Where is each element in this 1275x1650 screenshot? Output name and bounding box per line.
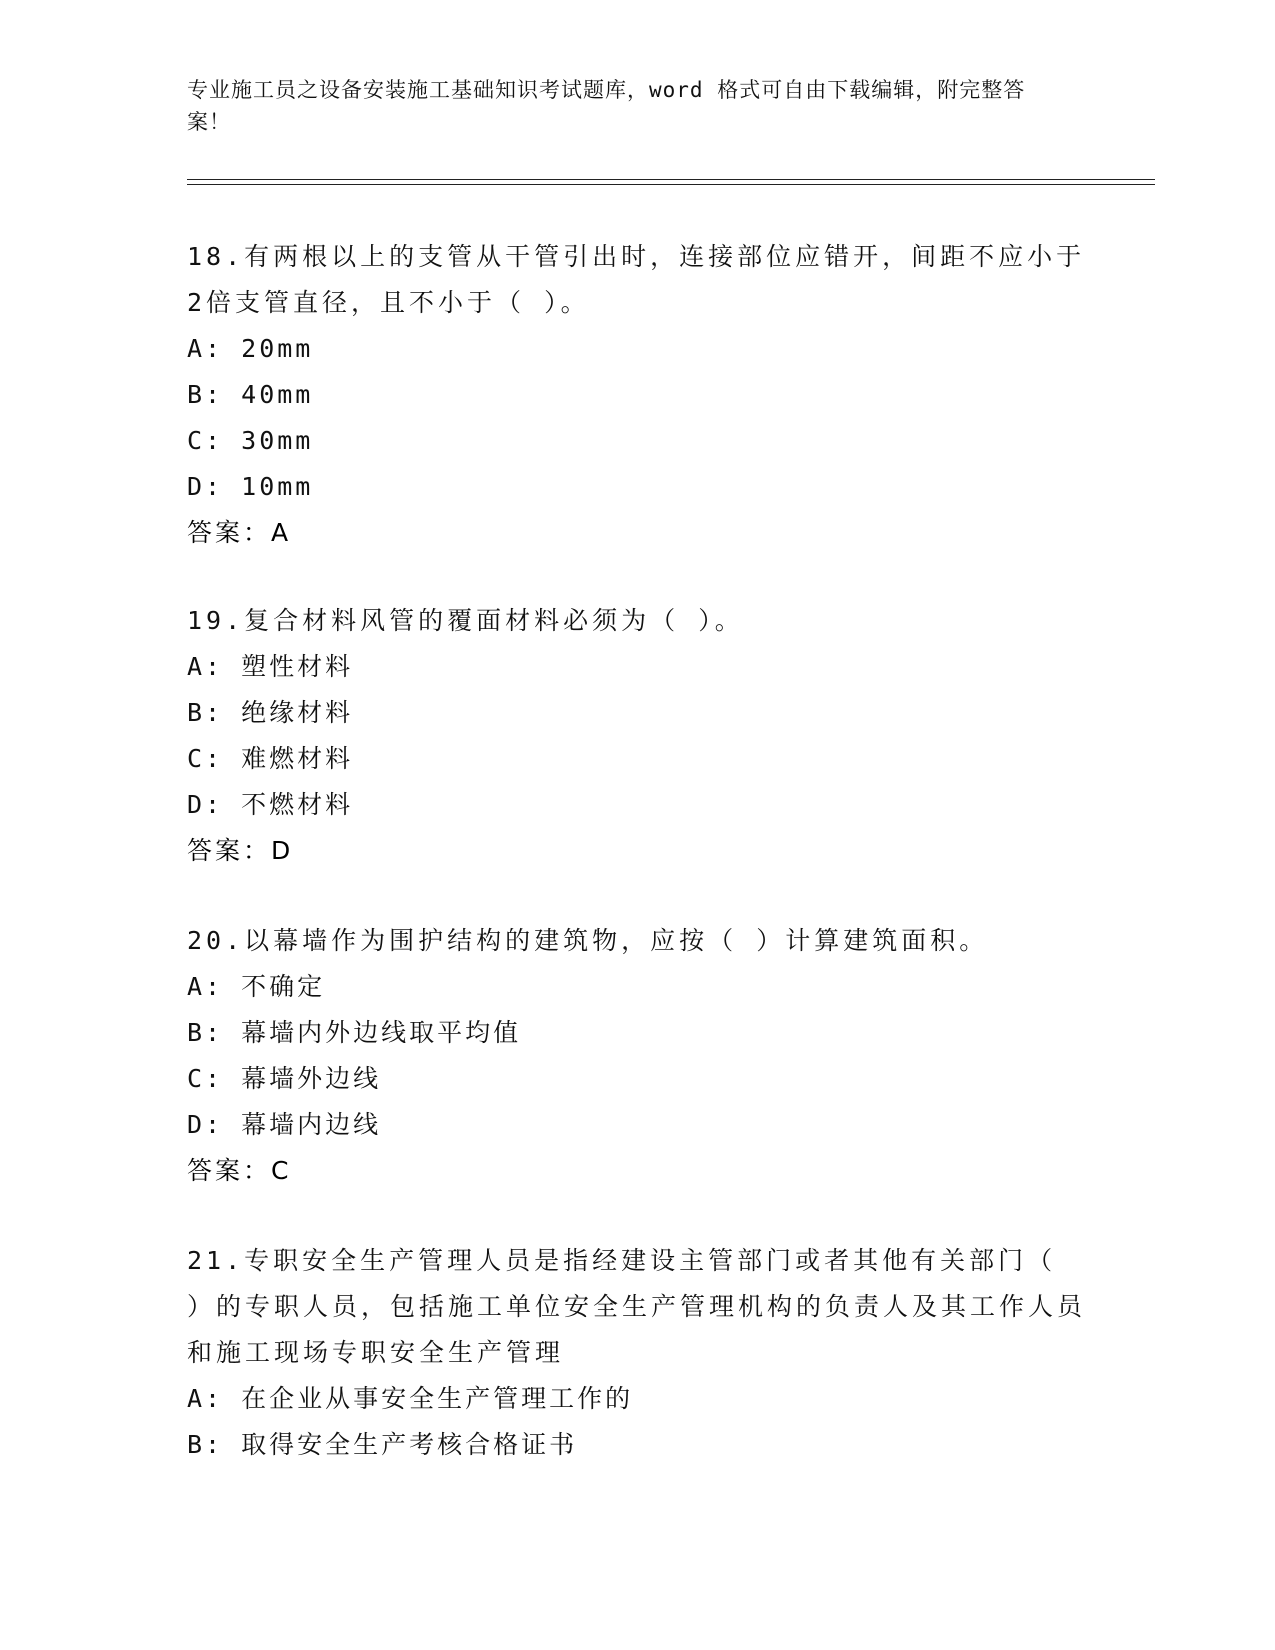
answer-value: C	[271, 1156, 292, 1185]
answer-value: A	[271, 518, 292, 547]
question-21	[187, 1238, 1087, 1468]
question-stem: 21.专职安全生产管理人员是指经建设主管部门或者其他有关部门（ ）的专职人员，包括施工单位安全生产管理机构的负责人及其工作人员和施工现场专职安全生产管理	[187, 1246, 1087, 1367]
option-a: A: 在企业从事安全生产管理工作的	[187, 1384, 634, 1413]
question-stem: 20.以幕墙作为围护结构的建筑物，应按（ ）计算建筑面积。	[187, 926, 989, 955]
answer-label: 答案：	[187, 518, 272, 547]
option-a: A: 20mm	[187, 334, 314, 363]
option-d: D: 幕墙内边线	[187, 1110, 382, 1139]
question-19	[187, 598, 1087, 874]
header-divider-top	[187, 179, 1155, 180]
question-stem: 18.有两根以上的支管从干管引出时，连接部位应错开，间距不应小于2倍支管直径，且不小于（ ）。	[187, 242, 1086, 317]
option-a: A: 不确定	[187, 972, 326, 1001]
document-header: 专业施工员之设备安装施工基础知识考试题库，word 格式可自由下载编辑，附完整答案！	[187, 78, 1026, 134]
option-c: C: 幕墙外边线	[187, 1064, 382, 1093]
answer-label: 答案：	[187, 1156, 272, 1185]
option-d: D: 10mm	[187, 472, 314, 501]
option-c: C: 30mm	[187, 426, 314, 455]
question-stem: 19.复合材料风管的覆面材料必须为（ ）。	[187, 606, 744, 635]
option-c: C: 难燃材料	[187, 744, 354, 773]
option-b: B: 40mm	[187, 380, 314, 409]
option-b: B: 绝缘材料	[187, 698, 354, 727]
option-b: B: 幕墙内外边线取平均值	[187, 1018, 522, 1047]
answer-value: D	[271, 836, 294, 865]
header-divider-bottom	[187, 184, 1155, 185]
answer-label: 答案：	[187, 836, 272, 865]
answer-line	[187, 510, 1087, 556]
option-b: B: 取得安全生产考核合格证书	[187, 1430, 578, 1459]
answer-line	[187, 828, 1087, 874]
question-18	[187, 234, 1087, 556]
option-a: A: 塑性材料	[187, 652, 354, 681]
answer-line	[187, 1148, 1087, 1194]
question-20	[187, 918, 1087, 1194]
option-d: D: 不燃材料	[187, 790, 354, 819]
